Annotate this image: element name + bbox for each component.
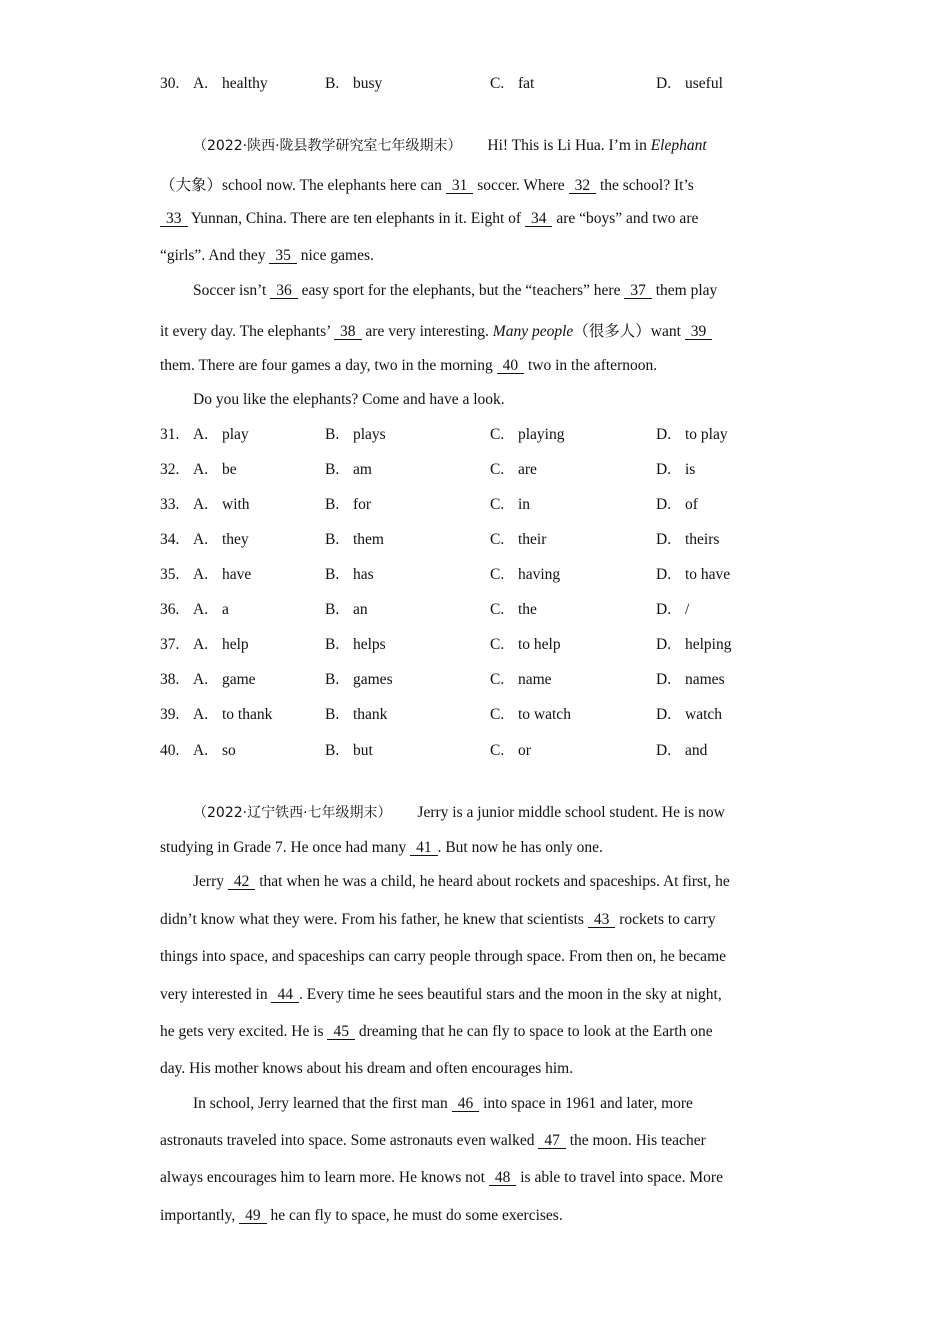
passage-1-line-4: “girls”. And they 35 nice games. <box>160 247 374 264</box>
passage-2-line-7: he gets very excited. He is 45 dreaming that he can fly to space to look at the Earth one <box>160 1023 713 1040</box>
question-row: 36. A. a B. an C. the D. / <box>160 601 690 618</box>
passage-2-line-3: Jerry 42 that when he was a child, he heard about rockets and spaceships. At first, he <box>193 873 730 890</box>
passage-2-line-2: studying in Grade 7. He once had many 41 . But now he has only one. <box>160 839 603 856</box>
passage-2-line-8: day. His mother knows about his dream and often encourages him. <box>160 1060 574 1077</box>
blank-35: 35 <box>269 248 297 264</box>
option-c-label: C. <box>490 75 505 92</box>
blank-42: 42 <box>228 874 256 890</box>
question-row: 35. A. have B. has C. having D. to have <box>160 566 731 583</box>
blank-45: 45 <box>327 1024 355 1040</box>
option-d-text: useful <box>685 75 723 92</box>
passage-1-line-2: （大象）school now. The elephants here can 31 soccer. Where 32 the school? It’s <box>160 177 694 194</box>
passage-2-line-5: things into space, and spaceships can carry people through space. From then on, he became <box>160 948 726 965</box>
question-row: 34. A. they B. them C. their D. theirs <box>160 531 720 548</box>
passage-1-line-7: them. There are four games a day, two in the morning 40 two in the afternoon. <box>160 357 658 374</box>
blank-49: 49 <box>239 1208 267 1224</box>
blank-31: 31 <box>446 178 474 194</box>
passage-2-line-9: In school, Jerry learned that the first man 46 into space in 1961 and later, more <box>193 1095 693 1112</box>
question-row: 38. A. game B. games C. name D. names <box>160 671 725 688</box>
passage-1-line-5: Soccer isn’t 36 easy sport for the elephants, but the “teachers” here 37 them play <box>193 282 718 299</box>
blank-43: 43 <box>588 912 616 928</box>
question-row: 39. A. to thank B. thank C. to watch D. watch <box>160 706 723 723</box>
blank-37: 37 <box>624 283 652 299</box>
passage-2-line-6: very interested in 44 . Every time he sees beautiful stars and the moon in the sky at night, <box>160 986 722 1003</box>
option-b-label: B. <box>325 75 340 92</box>
option-c-text: fat <box>518 75 535 92</box>
passage-1-line-1: （2022·陕西·陇县教学研究室七年级期末） Hi! This is Li Hua. I’m in Elephant <box>193 137 707 154</box>
question-number: 30. <box>160 75 180 92</box>
blank-48: 48 <box>489 1170 517 1186</box>
option-b-text: busy <box>353 75 383 92</box>
passage-2-line-10: astronauts traveled into space. Some astronauts even walked 47 the moon. His teacher <box>160 1132 706 1149</box>
question-30-options <box>160 75 800 97</box>
passage-2-source: （2022·辽宁铁西·七年级期末） <box>193 805 392 821</box>
passage-1-line-6: it every day. The elephants’ 38 are very interesting. Many people（很多人）want 39 <box>160 319 790 341</box>
question-row: 33. A. with B. for C. in D. of <box>160 496 698 513</box>
question-row: 37. A. help B. helps C. to help D. helping <box>160 636 732 653</box>
question-row: 31. A. play B. plays C. playing D. to play <box>160 426 728 443</box>
option-d-label: D. <box>656 75 672 92</box>
blank-33: 33 <box>160 211 188 227</box>
blank-40: 40 <box>497 358 525 374</box>
blank-47: 47 <box>538 1133 566 1149</box>
question-row: 32. A. be B. am C. are D. is <box>160 461 696 478</box>
blank-34: 34 <box>525 211 553 227</box>
question-row: 40. A. so B. but C. or D. and <box>160 742 708 759</box>
option-a-text: healthy <box>222 75 268 92</box>
passage-2-line-1: （2022·辽宁铁西·七年级期末） Jerry is a junior middle school student. He is now <box>193 804 725 821</box>
passage-1-line-8: Do you like the elephants? Come and have a look. <box>193 391 505 408</box>
blank-38: 38 <box>334 324 362 340</box>
passage-2-line-12: importantly, 49 he can fly to space, he must do some exercises. <box>160 1207 563 1224</box>
passage-2-line-4: didn’t know what they were. From his father, he knew that scientists 43 rockets to carry <box>160 911 716 928</box>
passage-2-line-11: always encourages him to learn more. He knows not 48 is able to travel into space. More <box>160 1169 723 1186</box>
passage-1-source: （2022·陕西·陇县教学研究室七年级期末） <box>193 138 462 154</box>
passage-1-line-3: 33 Yunnan, China. There are ten elephants in it. Eight of 34 are “boys” and two are <box>160 210 790 228</box>
blank-44: 44 <box>271 987 299 1003</box>
blank-41: 41 <box>410 840 438 856</box>
option-a-label: A. <box>193 75 209 92</box>
blank-46: 46 <box>452 1096 480 1112</box>
blank-36: 36 <box>270 283 298 299</box>
blank-39: 39 <box>685 324 713 340</box>
blank-32: 32 <box>569 178 597 194</box>
